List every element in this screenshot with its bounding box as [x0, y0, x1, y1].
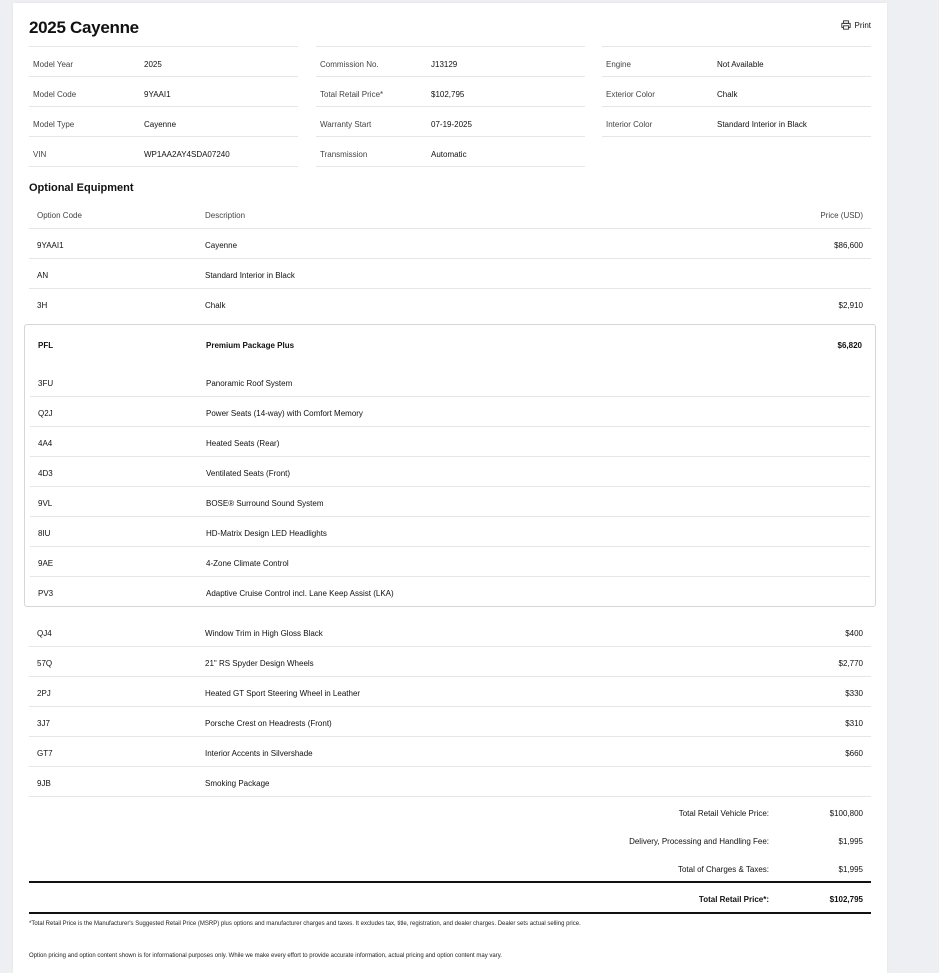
spec-label: Exterior Color: [606, 90, 655, 99]
spec-model-type: [29, 106, 298, 136]
spec-model-code: [29, 76, 298, 106]
table-row: [29, 617, 871, 647]
option-price: $400: [845, 629, 863, 638]
option-description: Smoking Package: [205, 779, 270, 788]
spec-transmission: [316, 136, 585, 167]
footnote-disclaimer: Option pricing and option content shown is for informational purposes only. While we make every effort to provide accurate information, actual pricing and option content may vary.: [29, 953, 502, 959]
spec-value: 2025: [144, 60, 162, 69]
option-price: $310: [845, 719, 863, 728]
option-description: Window Trim in High Gloss Black: [205, 629, 323, 638]
specs-column-1: [29, 46, 298, 167]
package-header-row: [30, 325, 870, 367]
option-code: GT7: [37, 749, 53, 758]
option-price: $660: [845, 749, 863, 758]
header-option-code: Option Code: [37, 211, 82, 220]
spec-interior-color: [602, 106, 871, 137]
option-code: 9VL: [38, 499, 53, 508]
equipment-table: [29, 199, 871, 914]
option-description: Interior Accents in Silvershade: [205, 749, 313, 758]
spec-engine: [602, 46, 871, 76]
spec-value: 9YAAI1: [144, 90, 171, 99]
option-code: 9AE: [38, 559, 54, 568]
spec-value: Chalk: [717, 90, 738, 99]
option-description: Power Seats (14-way) with Comfort Memory: [206, 409, 363, 418]
premium-package-group: [24, 324, 876, 607]
spec-label: Interior Color: [606, 120, 653, 129]
price-summary: [29, 797, 871, 914]
total-retail-price: [29, 881, 871, 914]
spec-label: Model Code: [33, 90, 77, 99]
option-code: AN: [37, 271, 49, 280]
table-row: [29, 647, 871, 677]
spec-value: $102,795: [431, 90, 465, 99]
spec-warranty-start: [316, 106, 585, 136]
package-item: [30, 457, 870, 487]
option-description: 21" RS Spyder Design Wheels: [205, 659, 314, 668]
package-item: [30, 397, 870, 427]
spec-value: WP1AA2AY4SDA07240: [144, 150, 230, 159]
option-code: 3H: [37, 301, 48, 310]
table-row: [29, 289, 871, 318]
summary-label: Total Retail Price*:: [698, 895, 769, 904]
spec-vin: [29, 136, 298, 167]
option-description: Porsche Crest on Headrests (Front): [205, 719, 332, 728]
summary-label: Total of Charges & Taxes:: [677, 865, 769, 874]
spec-label: Commission No.: [320, 60, 379, 69]
package-item: [30, 367, 870, 397]
spec-commission-no: [316, 46, 585, 76]
option-price: $2,910: [838, 301, 863, 310]
footnotes: [29, 921, 871, 959]
option-price: $2,770: [838, 659, 863, 668]
option-description: 4-Zone Climate Control: [206, 559, 289, 568]
spec-value: Not Available: [717, 60, 764, 69]
option-description: Adaptive Cruise Control incl. Lane Keep Assist (LKA): [206, 589, 394, 598]
table-row: [29, 229, 871, 259]
option-code: QJ4: [37, 629, 52, 638]
option-description: Panoramic Roof System: [206, 379, 293, 388]
option-description: HD-Matrix Design LED Headlights: [206, 529, 327, 538]
specs-column-2: [316, 46, 585, 167]
summary-label: Delivery, Processing and Handling Fee:: [629, 837, 769, 846]
option-price: $86,600: [834, 241, 863, 250]
package-item: [30, 427, 870, 457]
spec-value: J13129: [431, 60, 458, 69]
spec-label: Warranty Start: [320, 120, 372, 129]
print-button[interactable]: [841, 20, 871, 30]
option-code: 2PJ: [37, 689, 51, 698]
option-description: Cayenne: [205, 241, 238, 250]
optional-equipment-heading: Optional Equipment: [29, 182, 134, 194]
summary-label: Total Retail Vehicle Price:: [678, 809, 769, 818]
specs-column-3: [602, 46, 871, 137]
option-description: BOSE® Surround Sound System: [206, 499, 324, 508]
option-code: Q2J: [38, 409, 53, 418]
package-name: Premium Package Plus: [206, 341, 295, 350]
spec-label: Total Retail Price*: [320, 90, 384, 99]
option-price: $330: [845, 689, 863, 698]
option-code: PV3: [38, 589, 54, 598]
header-price: Price (USD): [820, 211, 863, 220]
summary-value: $1,995: [838, 865, 863, 874]
table-row: [29, 737, 871, 767]
summary-value: $102,795: [829, 895, 863, 904]
package-item: [30, 517, 870, 547]
option-description: Ventilated Seats (Front): [206, 469, 291, 478]
table-row: [29, 707, 871, 737]
option-code: 57Q: [37, 659, 53, 668]
package-price: $6,820: [837, 341, 862, 350]
total-retail-vehicle-price: [29, 797, 871, 825]
spec-label: Model Type: [33, 120, 75, 129]
option-code: 8IU: [38, 529, 51, 538]
package-item: [30, 547, 870, 577]
option-description: Heated Seats (Rear): [206, 439, 280, 448]
table-row: [29, 259, 871, 289]
build-sheet-card: [13, 3, 887, 973]
print-label: Print: [854, 20, 871, 30]
package-item: [30, 487, 870, 517]
summary-value: $1,995: [838, 837, 863, 846]
option-description: Heated GT Sport Steering Wheel in Leather: [205, 689, 361, 698]
summary-value: $100,800: [829, 809, 863, 818]
spec-value: Standard Interior in Black: [717, 120, 807, 129]
option-code: 3FU: [38, 379, 54, 388]
spec-label: Model Year: [33, 60, 74, 69]
option-code: 4D3: [38, 469, 53, 478]
package-code: PFL: [38, 341, 54, 350]
spec-total-retail-price: [316, 76, 585, 106]
option-code: 4A4: [38, 439, 53, 448]
page-title: 2025 Cayenne: [29, 18, 139, 37]
table-header: [29, 199, 871, 229]
printer-icon: [841, 20, 851, 30]
spec-label: Transmission: [320, 150, 368, 159]
package-item: [30, 577, 870, 606]
spec-value: 07-19-2025: [431, 120, 472, 129]
footnote-msrp: *Total Retail Price is the Manufacturer's Suggested Retail Price (MSRP) plus options and manufacturer charges and taxes. It excludes tax, title, registration, and dealer charges. Dealer sets actual selling price.: [29, 921, 581, 927]
table-row: [29, 677, 871, 707]
spec-value: Cayenne: [144, 120, 177, 129]
option-code: 9JB: [37, 779, 51, 788]
spec-label: VIN: [33, 150, 47, 159]
total-charges-taxes: [29, 853, 871, 881]
table-row: [29, 767, 871, 797]
spec-label: Engine: [606, 60, 631, 69]
option-description: Standard Interior in Black: [205, 271, 295, 280]
spec-value: Automatic: [431, 150, 467, 159]
option-code: 9YAAI1: [37, 241, 64, 250]
option-description: Chalk: [205, 301, 226, 310]
option-code: 3J7: [37, 719, 50, 728]
spec-exterior-color: [602, 76, 871, 106]
spec-model-year: [29, 46, 298, 76]
delivery-fee: [29, 825, 871, 853]
header-description: Description: [205, 211, 246, 220]
